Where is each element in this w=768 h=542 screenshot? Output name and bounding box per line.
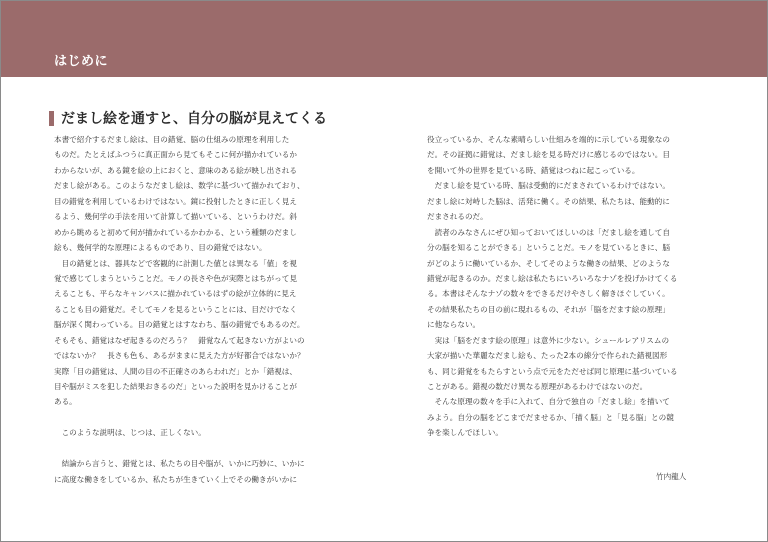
- text-line: そんな原理の数々を手に入れて、自分で独自の「だまし絵」を描いて: [427, 397, 670, 407]
- text-line: 目の錯覚とは、器具などで客観的に計測した値とは異なる「値」を視: [54, 258, 297, 268]
- text-line: だまされるのだ。: [427, 212, 488, 222]
- text-line: このような説明は、じつは、正しくない。: [54, 428, 206, 438]
- text-line: めから眺めると初めて何が描かれているかわかる、という種類のだまし: [54, 227, 297, 237]
- paragraph-gap: [54, 410, 349, 425]
- text-line: だまし絵を見ている時、脳は受動的にだまされているわけではない。: [427, 181, 670, 191]
- text-line: えることも、平らなキャンバスに描かれているはずの絵が立体的に見え: [54, 289, 297, 299]
- chapter-title: はじめに: [54, 54, 109, 69]
- text-line: 読者のみなさんにぜひ知っておいてほしいのは「だまし絵を通して自: [427, 227, 670, 237]
- header-bar: [1, 1, 767, 77]
- text-line: 大家が描いた華麗なだまし絵も、たった2本の線分で作られた錯視図形: [427, 351, 668, 361]
- heading-text: だまし絵を通すと、自分の脳が見えてくる: [61, 111, 327, 127]
- section-heading: [49, 108, 327, 128]
- text-line: 目の錯覚を利用しているわけではない。鏡に投射したときに正しく見え: [54, 196, 297, 206]
- text-line: 争を楽しんでほしい。: [427, 428, 503, 438]
- text-line: ではないか？ 長さも色も、あるがままに見えた方が好都合ではないか？: [54, 351, 305, 361]
- left-column: [54, 132, 349, 487]
- text-line: 役立っているか、そんな素晴らしい仕組みを端的に示している現象なの: [427, 135, 670, 144]
- text-line: るよう、幾何学の手法を用いて計算して描いている、というわけだ。斜: [54, 212, 297, 222]
- text-line: がどのように働いているか、そしてそのような働きの結果、どのような: [427, 258, 670, 268]
- heading-marker: [49, 111, 54, 126]
- right-column: [427, 132, 722, 441]
- text-line: だ。その証拠に錯覚は、だまし絵を見る時だけに感じるのではない。目: [427, 150, 670, 160]
- text-line: だまし絵がある。このようなだまし絵は、数学に基づいて描かれており、: [54, 181, 305, 191]
- text-line: 結論から言うと、錯覚とは、私たちの目や脳が、いかに巧妙に、いかに: [54, 459, 305, 469]
- text-line: ある。: [54, 397, 77, 407]
- text-line: る。本書はそんなナゾの数々をできるだけやさしく解きほぐしていく。: [427, 289, 670, 299]
- text-line: みよう。自分の脳をどこまでだませるか、「描く脳」と「見る脳」との競: [427, 412, 674, 422]
- author-signature: 竹内龍人: [656, 472, 687, 481]
- paragraph-gap: [54, 441, 349, 456]
- text-line: 目や脳がミスを犯した結果おきるのだ」といった説明を見かけることが: [54, 382, 297, 391]
- text-line: その結果私たちの目の前に現れるもの、それが「脳をだます絵の原理」: [427, 304, 670, 314]
- text-line: 錯覚が起きるのか。だまし絵は私たちにいろいろなナゾを投げかけてくる: [427, 273, 678, 283]
- text-line: そもそも、錯覚はなぜ起きるのだろう？ 錯覚なんて起きない方がよいの: [54, 335, 305, 345]
- text-line: も、同じ錯覚をもたらすという点で元をただせば同じ原理に基づいている: [427, 366, 678, 376]
- text-line: を開いて外の世界を見ている時、錯覚はつねに起こっている。: [427, 165, 640, 175]
- text-line: ることも目の錯覚だ。そしてモノを見るということには、目だけでなく: [54, 304, 297, 314]
- text-line: 実は「脳をだます絵の原理」は意外に少ない。シュールレアリスムの: [427, 335, 670, 345]
- text-line: わからないが、ある鏡を絵の上におくと、意味のある絵が映し出される: [54, 165, 297, 175]
- text-line: 絵も、幾何学的な原理によるものであり、目の錯覚ではない。: [54, 243, 267, 253]
- text-line: 分の脳を知ることができる」ということだ。モノを見ているときに、脳: [427, 243, 670, 253]
- text-line: ことがある。錯視の数だけ異なる原理があるわけではないのだ。: [427, 382, 648, 391]
- text-line: に他ならない。: [427, 320, 481, 330]
- text-line: 実際「目の錯覚は、人間の目の不正確さのあらわれだ」とか「錯視は、: [54, 366, 297, 376]
- text-line: 本書で紹介するだまし絵は、目の錯覚、脳の仕組みの原理を利用した: [54, 135, 290, 144]
- text-line: 脳が深く関わっている。目の錯覚とはすなわち、脳の錯覚でもあるのだ。: [54, 320, 305, 330]
- text-line: に高度な働きをしているか、私たちが生きていく上でその働きがいかに: [54, 474, 297, 484]
- text-line: だまし絵に対峙した脳は、活発に働く。その結果、私たちは、能動的に: [427, 196, 670, 206]
- text-line: ものだ。たとえばふつうに真正面から見てもそこに何が描かれているか: [54, 150, 297, 160]
- text-line: 覚で感じてしまうということだ。モノの長さや色が実際とはちがって見: [54, 273, 297, 283]
